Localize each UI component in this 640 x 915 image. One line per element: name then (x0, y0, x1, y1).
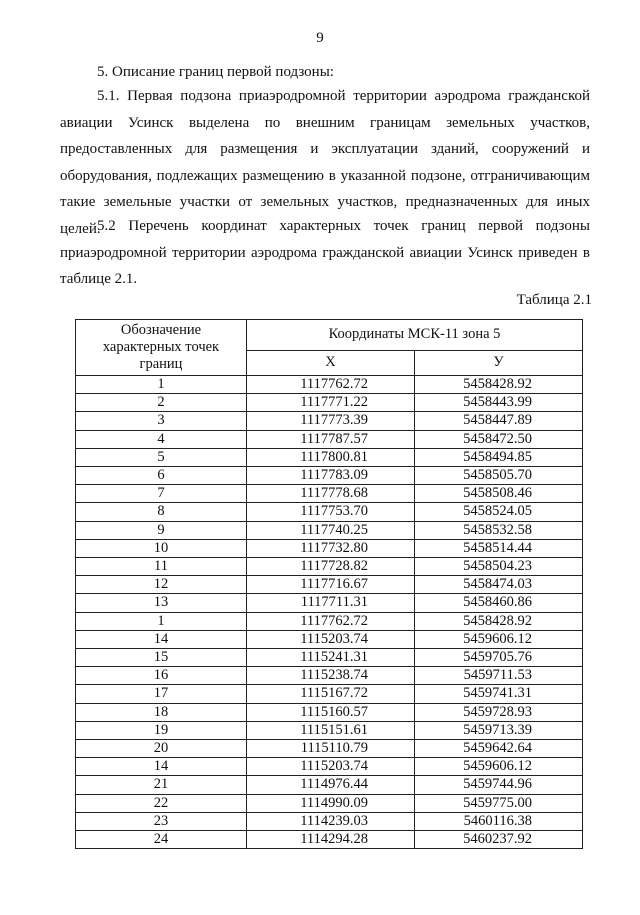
cell-x: 1115110.79 (247, 740, 415, 758)
cell-y: 5459741.31 (415, 685, 583, 703)
section-heading: 5. Описание границ первой подзоны: (97, 64, 334, 80)
cell-y: 5458494.85 (415, 448, 583, 466)
table-row (76, 430, 583, 448)
cell-y: 5458505.70 (415, 467, 583, 485)
cell-y: 5459606.12 (415, 630, 583, 648)
table-caption: Таблица 2.1 (516, 292, 592, 308)
cell-x: 1115238.74 (247, 667, 415, 685)
cell-x: 1115167.72 (247, 685, 415, 703)
cell-x: 1115160.57 (247, 703, 415, 721)
paragraph-5-2: 5.2 Перечень координат характерных точек границ первой подзоны приаэродромной территории аэродрома гражданской авиации Усинск приведен в таблице 2.1. (60, 218, 590, 287)
paragraph-5-1: 5.1. Первая подзона приаэродромной территории аэродрома гражданской авиации Усинск выделена по внешним границам земельных участков, предоставленных для размещения и эксплуатации зданий, сооружений и оборудования, подлежащих размещению в указанной подзоне, отграничивающим такие земельные участки от земельных участков, предназначенных для иных целей. (60, 88, 590, 237)
cell-point: 10 (76, 539, 247, 557)
cell-y: 5458532.58 (415, 521, 583, 539)
cell-point: 20 (76, 740, 247, 758)
table-row (76, 485, 583, 503)
cell-y: 5458447.89 (415, 412, 583, 430)
cell-y: 5459744.96 (415, 776, 583, 794)
table-row (76, 448, 583, 466)
cell-x: 1117783.09 (247, 467, 415, 485)
cell-y: 5458474.03 (415, 576, 583, 594)
cell-x: 1117800.81 (247, 448, 415, 466)
table-row (76, 612, 583, 630)
table-row (76, 576, 583, 594)
cell-point: 13 (76, 594, 247, 612)
cell-y: 5458428.92 (415, 612, 583, 630)
table-row (76, 558, 583, 576)
cell-point: 22 (76, 794, 247, 812)
table-row (76, 467, 583, 485)
table-row (76, 376, 583, 394)
table-row (76, 812, 583, 830)
header-x: X (247, 350, 415, 375)
table-row (76, 649, 583, 667)
cell-y: 5459705.76 (415, 649, 583, 667)
cell-y: 5460116.38 (415, 812, 583, 830)
cell-x: 1114239.03 (247, 812, 415, 830)
cell-point: 15 (76, 649, 247, 667)
cell-point: 6 (76, 467, 247, 485)
cell-x: 1114990.09 (247, 794, 415, 812)
table-row (76, 594, 583, 612)
cell-x: 1115151.61 (247, 721, 415, 739)
cell-x: 1115203.74 (247, 630, 415, 648)
cell-y: 5458460.86 (415, 594, 583, 612)
cell-point: 11 (76, 558, 247, 576)
table-row (76, 521, 583, 539)
cell-point: 17 (76, 685, 247, 703)
cell-x: 1117711.31 (247, 594, 415, 612)
cell-point: 14 (76, 758, 247, 776)
cell-y: 5459713.39 (415, 721, 583, 739)
cell-x: 1117740.25 (247, 521, 415, 539)
cell-point: 4 (76, 430, 247, 448)
cell-x: 1117716.67 (247, 576, 415, 594)
table-row (76, 831, 583, 849)
cell-point: 3 (76, 412, 247, 430)
cell-y: 5460237.92 (415, 831, 583, 849)
page-number: 9 (316, 30, 324, 46)
cell-x: 1114294.28 (247, 831, 415, 849)
table-row (76, 412, 583, 430)
cell-y: 5458443.99 (415, 394, 583, 412)
cell-y: 5459775.00 (415, 794, 583, 812)
cell-x: 1117762.72 (247, 612, 415, 630)
table-row (76, 758, 583, 776)
cell-y: 5458524.05 (415, 503, 583, 521)
cell-x: 1117778.68 (247, 485, 415, 503)
cell-point: 5 (76, 448, 247, 466)
table-body (76, 376, 583, 849)
cell-x: 1117773.39 (247, 412, 415, 430)
cell-point: 24 (76, 831, 247, 849)
cell-y: 5458508.46 (415, 485, 583, 503)
table-row (76, 539, 583, 557)
table-row (76, 776, 583, 794)
cell-y: 5458514.44 (415, 539, 583, 557)
cell-point: 8 (76, 503, 247, 521)
cell-point: 2 (76, 394, 247, 412)
coordinates-table (75, 319, 583, 849)
table-row (76, 794, 583, 812)
cell-x: 1117753.70 (247, 503, 415, 521)
table-row (76, 394, 583, 412)
cell-x: 1117728.82 (247, 558, 415, 576)
cell-y: 5458472.50 (415, 430, 583, 448)
cell-x: 1115241.31 (247, 649, 415, 667)
cell-point: 1 (76, 376, 247, 394)
cell-y: 5459606.12 (415, 758, 583, 776)
cell-y: 5459728.93 (415, 703, 583, 721)
table-row (76, 703, 583, 721)
table-row (76, 667, 583, 685)
cell-x: 1117762.72 (247, 376, 415, 394)
cell-point: 18 (76, 703, 247, 721)
table-row (76, 630, 583, 648)
table-row (76, 740, 583, 758)
cell-point: 1 (76, 612, 247, 630)
cell-point: 23 (76, 812, 247, 830)
table-row (76, 721, 583, 739)
header-point-designation: Обозначение характерных точек границ (76, 320, 247, 376)
cell-x: 1117732.80 (247, 539, 415, 557)
cell-point: 19 (76, 721, 247, 739)
header-coordinates: Координаты МСК-11 зона 5 (247, 320, 583, 351)
cell-point: 12 (76, 576, 247, 594)
cell-y: 5458504.23 (415, 558, 583, 576)
cell-x: 1114976.44 (247, 776, 415, 794)
cell-point: 16 (76, 667, 247, 685)
cell-y: 5459711.53 (415, 667, 583, 685)
header-y: У (415, 350, 583, 375)
cell-point: 7 (76, 485, 247, 503)
cell-point: 14 (76, 630, 247, 648)
cell-x: 1117787.57 (247, 430, 415, 448)
cell-point: 9 (76, 521, 247, 539)
table-row (76, 503, 583, 521)
cell-point: 21 (76, 776, 247, 794)
cell-y: 5458428.92 (415, 376, 583, 394)
cell-x: 1117771.22 (247, 394, 415, 412)
table-row (76, 685, 583, 703)
cell-x: 1115203.74 (247, 758, 415, 776)
cell-y: 5459642.64 (415, 740, 583, 758)
